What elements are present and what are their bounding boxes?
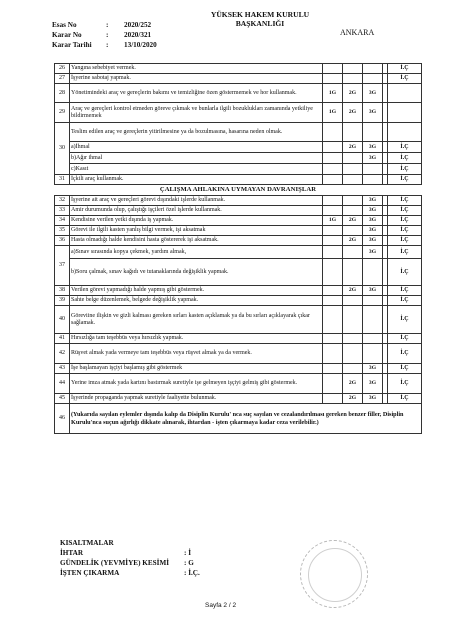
colon: : [106,21,109,29]
abbr-row [60,568,200,578]
blank-cell [343,123,363,142]
abbr-label: İHTAR [60,549,84,557]
penalty-1g: 1G [323,216,343,226]
penalty-3g: 3G [363,374,383,394]
row-number: 46 [55,404,70,434]
esas-label: Esas No [52,21,77,29]
table-row [55,206,422,216]
penalty-1g [323,306,343,334]
penalty-3g: 3G [363,216,383,226]
penalty-dismissal [388,103,422,123]
penalty-2g [343,364,363,374]
penalty-3g: 3G [363,286,383,296]
row-number: 38 [55,286,70,296]
abbreviations-title: KISALTMALAR [60,539,114,547]
table-row [55,216,422,226]
penalty-2g: 2G [343,84,363,103]
tarih-label: Karar Tarihi [52,41,92,49]
penalty-3g [363,334,383,344]
offense-text: Araç ve gereçleri kontrol etmeden göreve çıkmak ve bunlarla ilgili bozuklukları zamanında yetkiliye bildirmemek [70,103,323,123]
table-row [55,306,422,334]
penalty-3g [363,306,383,334]
colon: : [106,31,109,39]
penalty-dismissal: İ.Ç [388,259,422,286]
abbr-label: GÜNDELİK (YEVMİYE) KESİMİ [60,559,170,567]
penalty-dismissal [388,84,422,103]
table-row [55,236,422,246]
blank-cell [363,123,383,142]
offense-text: Yangına sebebiyet vermek. [70,64,323,74]
penalty-2g [343,206,363,216]
karar-line [52,30,157,40]
offense-text: Teslim edilen araç ve gereçlerin yitirilmesine ya da bozulmasına, hasarına neden olmak. [70,123,323,142]
abbr-row [60,548,200,558]
offense-sub-text: a)İhmal [70,142,323,153]
penalty-dismissal: İ.Ç [388,226,422,236]
penalty-1g [323,164,343,175]
penalty-1g [323,246,343,259]
penalty-3g [363,259,383,286]
penalty-3g: 3G [363,236,383,246]
penalty-1g: 1G [323,84,343,103]
penalty-2g [343,334,363,344]
tarih-value: 13/10/2020 [124,41,157,49]
karar-value: 2020/321 [124,31,152,39]
penalty-1g [323,364,343,374]
abbr-label: İŞTEN ÇIKARMA [60,569,120,577]
row-number: 34 [55,216,70,226]
row-number: 28 [55,84,70,103]
table-row [55,364,422,374]
offense-text: Sahte belge düzenlemek, belgede değişiklik yapmak. [70,296,323,306]
penalty-3g: 3G [363,246,383,259]
abbr-row [60,558,200,568]
tarih-line [52,40,157,50]
penalty-dismissal: İ.Ç [388,164,422,175]
row-number: 31 [55,175,70,185]
table-row [55,259,422,286]
table-row [55,153,422,164]
table-row [55,142,422,153]
offense-text: İşyerine sabotaj yapmak. [70,74,323,84]
penalty-1g [323,142,343,153]
penalty-2g [343,175,363,185]
abbr-value: : İ [184,549,191,557]
penalty-1g [323,259,343,286]
blank-cell [388,123,422,142]
penalty-dismissal: İ.Ç [388,246,422,259]
penalty-3g: 3G [363,206,383,216]
penalty-2g [343,259,363,286]
section-title: ÇALIŞMA AHLAKINA UYMAYAN DAVRANIŞLAR [55,185,422,196]
penalty-2g [343,74,363,84]
offense-text: İşyerinde propaganda yapmak suretiyle faaliyette bulunmak. [70,394,323,404]
table-row [55,394,422,404]
offense-text: Kendisine verilen yetki dışında iş yapmak. [70,216,323,226]
penalty-1g [323,64,343,74]
penalty-2g [343,226,363,236]
penalty-2g [343,153,363,164]
esas-line [52,20,157,30]
penalty-3g: 3G [363,103,383,123]
penalty-3g [363,164,383,175]
penalty-dismissal: İ.Ç [388,74,422,84]
offense-text: İşyerine ait araç ve gereçleri görevi dışındaki işlerde kullanmak. [70,196,323,206]
penalty-2g: 2G [343,286,363,296]
offense-sub-text: b)Soru çalmak, sınav kağıdı ve tutanaklarında değişiklik yapmak. [70,259,323,286]
row-number: 32 [55,196,70,206]
penalty-2g: 2G [343,216,363,226]
penalty-3g [363,344,383,364]
court-title [200,10,320,28]
penalty-dismissal: İ.Ç [388,364,422,374]
case-info [52,20,157,50]
penalty-2g: 2G [343,236,363,246]
penalty-2g: 2G [343,142,363,153]
table-row [55,286,422,296]
table-row [55,296,422,306]
penalty-2g: 2G [343,394,363,404]
penalty-1g [323,236,343,246]
blank-cell [323,123,343,142]
row-number: 41 [55,334,70,344]
table-row [55,64,422,74]
penalty-3g [363,64,383,74]
offense-note: (Yukarıda sayılan eylemler dışında kalıp da Disiplin Kurulu' nca suç sayılan ve cezalandırılması gereken benzer filler, Disiplin Kurulu'nca suçun ağırlığı dikkate alınarak, ihtardan - işten çıkarmaya kadar ceza verilebilir.) [70,404,422,434]
penalty-1g [323,344,343,364]
penalty-dismissal: İ.Ç [388,175,422,185]
penalty-dismissal: İ.Ç [388,153,422,164]
esas-value: 2020/252 [124,21,152,29]
table-row [55,185,422,196]
penalty-dismissal: İ.Ç [388,64,422,74]
penalty-1g [323,153,343,164]
colon: : [106,41,109,49]
page-number: Sayfa 2 / 2 [205,602,237,609]
table-row [55,103,422,123]
offense-text: Verilen görevi yapmadığı halde yapmış gibi göstermek. [70,286,323,296]
penalty-1g [323,394,343,404]
penalty-2g [343,296,363,306]
penalty-3g: 3G [363,226,383,236]
penalty-dismissal: İ.Ç [388,286,422,296]
penalty-dismissal: İ.Ç [388,236,422,246]
penalty-3g [363,175,383,185]
offense-text: Amir durumunda olup, çalıştığı işçileri özel işlerde kullanmak. [70,206,323,216]
row-number: 35 [55,226,70,236]
offense-text: Yönetimindeki araç ve gereçlerin bakımı ve temizliğine özen göstermemek ve hor kullanmak. [70,84,323,103]
penalty-1g [323,175,343,185]
offense-sub-text: a)Sınav sırasında kopya çekmek, yardım almak, [70,246,323,259]
table-row [55,175,422,185]
table-row [55,74,422,84]
offense-sub-text: b)Ağır ihmal [70,153,323,164]
offense-sub-text: c)Kasıt [70,164,323,175]
row-number: 40 [55,306,70,334]
penalty-dismissal: İ.Ç [388,344,422,364]
penalty-dismissal: İ.Ç [388,206,422,216]
official-stamp [300,540,368,608]
table-row [55,196,422,206]
penalty-dismissal: İ.Ç [388,216,422,226]
penalty-2g [343,164,363,175]
penalty-3g: 3G [363,84,383,103]
penalty-2g: 2G [343,103,363,123]
offense-text: Göreviine ilişkin ve gizli kalması gereken sırları kasten açıklamak ya da bu sırları açıklayarak çıkar sağlamak. [70,306,323,334]
offense-text: Yerine imza atmak yada kartını bastırmak suretiyle işe gelmeyen işçiyi gelmiş gibi göstermek. [70,374,323,394]
penalty-1g [323,296,343,306]
offense-text: Hırsızlığa tam teşebbüs veya hırsızlık yapmak. [70,334,323,344]
penalty-dismissal: İ.Ç [388,334,422,344]
penalty-dismissal: İ.Ç [388,394,422,404]
table-row [55,246,422,259]
karar-label: Karar No [52,31,82,39]
penalty-3g: 3G [363,153,383,164]
row-number: 27 [55,74,70,84]
title-line-1: YÜKSEK HAKEM KURULU [210,10,310,19]
row-number: 39 [55,296,70,306]
row-number: 33 [55,206,70,216]
penalty-1g [323,74,343,84]
table-row [55,334,422,344]
offense-text: Rüşvet almak yada vermeye tam teşebbüs veya rüşvet almak ya da vermek. [70,344,323,364]
penalty-1g [323,286,343,296]
offense-text: Görevi ile ilgili kasten yanlış bilgi vermek, işi aksatmak [70,226,323,236]
offense-text: İçkili araç kullanmak. [70,175,323,185]
offense-text: Hasta olmadığı halde kendisini hasta göstererek işi aksatmak. [70,236,323,246]
penalty-2g [343,344,363,364]
table-row [55,226,422,236]
table-row [55,404,422,434]
row-number: 43 [55,364,70,374]
row-number: 42 [55,344,70,364]
stamp-inner-ring [308,548,362,602]
abbreviations [60,538,200,578]
offense-text: İşe başlamayan işçiyi başlamış gibi göstermek [70,364,323,374]
penalty-3g [363,296,383,306]
penalty-1g [323,226,343,236]
table-row [55,344,422,364]
row-number: 36 [55,236,70,246]
row-number: 44 [55,374,70,394]
penalty-2g [343,306,363,334]
penalty-3g: 3G [363,142,383,153]
penalty-1g: 1G [323,103,343,123]
table-row [55,374,422,394]
penalty-2g: 2G [343,374,363,394]
table-row [55,164,422,175]
penalty-3g: 3G [363,364,383,374]
penalty-dismissal: İ.Ç [388,306,422,334]
row-number: 37 [55,246,70,286]
penalty-3g [363,74,383,84]
row-number: 45 [55,394,70,404]
penalty-dismissal: İ.Ç [388,374,422,394]
penalty-dismissal: İ.Ç [388,142,422,153]
penalty-3g: 3G [363,196,383,206]
discipline-table [54,63,422,434]
abbr-value: : G [184,559,194,567]
row-number: 26 [55,64,70,74]
penalty-3g: 3G [363,394,383,404]
abbr-value: : İ.Ç. [184,569,200,577]
penalty-1g [323,196,343,206]
penalty-dismissal: İ.Ç [388,196,422,206]
penalty-1g [323,334,343,344]
table-row [55,123,422,142]
penalty-2g [343,246,363,259]
penalty-dismissal: İ.Ç [388,296,422,306]
table-row [55,84,422,103]
penalty-1g [323,374,343,394]
city-label: ANKARA [340,28,375,37]
penalty-2g [343,196,363,206]
row-number: 30 [55,123,70,175]
penalty-2g [343,64,363,74]
title-line-2: BAŞKANLIĞI [235,19,285,28]
penalty-1g [323,206,343,216]
row-number: 29 [55,103,70,123]
